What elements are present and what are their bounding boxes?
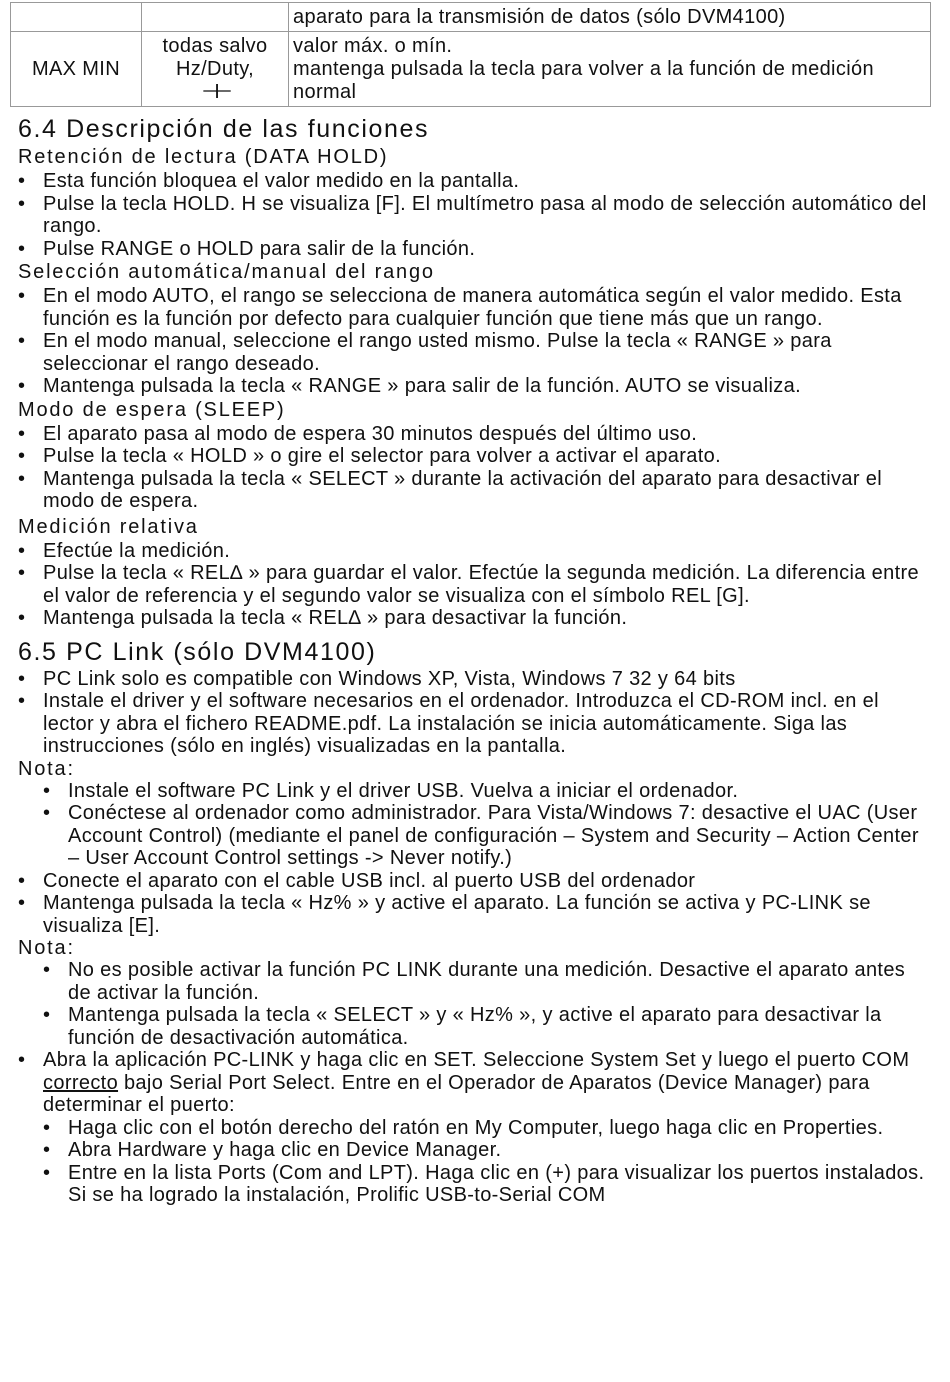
note-list-2 [18,959,933,1049]
list-item: • Mantenga pulsada la tecla « SELECT » durante la activación del aparato para desactivar el modo de espera. [18,468,933,513]
subsection-title-relative: Medición relativa [18,515,199,538]
table-cell-ranges [142,32,289,107]
list-item: • El aparato pasa al modo de espera 30 minutos después del último uso. [18,423,933,446]
list-item: • Mantenga pulsada la tecla « SELECT » y « Hz% », y active el aparato para desactivar la función de desactivación automática. [18,1004,933,1049]
list-item: • Instale el driver y el software necesarios en el ordenador. Introduzca el CD-ROM incl. en el lector y abra el fichero README.pdf. La instalación se inicia automáticamente. Siga las instrucciones (sólo en inglés) visualizadas en la pantalla. [18,690,933,758]
list-item: • En el modo manual, seleccione el rango usted mismo. Pulse la tecla « RANGE » para seleccionar el rango deseado. [18,330,933,375]
pc-link-list-b [18,870,933,938]
range-list [18,285,933,398]
pc-link-list-a [18,668,933,758]
list-item: • Mantenga pulsada la tecla « REL∆ » para desactivar la función. [18,607,933,630]
list-item: • No es posible activar la función PC LINK durante una medición. Desactive el aparato antes de activar la función. [18,959,933,1004]
subsection-title-data-hold: Retención de lectura (DATA HOLD) [18,146,389,168]
open-app-text-1: Abra la aplicación PC-LINK y haga clic en SET. Seleccione System Set y luego el puerto COM [43,1049,910,1071]
list-item: • Pulse RANGE o HOLD para salir de la función. [18,238,933,261]
ranges-line-2: Hz/Duty, [176,57,254,80]
list-item: • Pulse la tecla « HOLD » o gire el selector para volver a activar el aparato. [18,445,933,468]
list-item: • En el modo AUTO, el rango se selecciona de manera automática según el valor medido. Esta función es la función por defecto para cualquier función que tiene más que un rango. [18,285,933,330]
list-item: • Instale el software PC Link y el driver USB. Vuelva a iniciar el ordenador. [18,780,933,803]
data-hold-list [18,170,933,260]
subsection-title-range: Selección automática/manual del rango [18,261,435,283]
list-item: • Esta función bloquea el valor medido en la pantalla. [18,170,933,193]
relative-list [18,540,933,630]
table-row-max-min [11,32,931,107]
list-item: • Pulse la tecla HOLD. H se visualiza [F]. El multímetro pasa al modo de selección automático del rango. [18,193,933,238]
note-list-1 [18,780,933,870]
list-item: • Entre en la lista Ports (Com and LPT). Haga clic en (+) para visualizar los puertos instalados. Si se ha logrado la instalación, Prolific USB-to-Serial COM [18,1162,933,1207]
list-item: • Mantenga pulsada la tecla « RANGE » para salir de la función. AUTO se visualiza. [18,375,933,398]
table-cell-empty [142,3,289,32]
list-item: • Efectúe la medición. [18,540,933,563]
list-item: • Haga clic con el botón derecho del ratón en My Computer, luego haga clic en Properties. [18,1117,933,1140]
open-app-underlined: correcto [43,1071,119,1094]
subsection-title-sleep: Modo de espera (SLEEP) [18,398,286,421]
table-cell-description: aparato para la transmisión de datos (sólo DVM4100) [289,3,931,32]
list-item: • Conéctese al ordenador como administrador. Para Vista/Windows 7: desactive el UAC (User Account Control) (mediante el panel de configuración – System and Security – Action Center – User Account Control settings -> Never notify.) [18,802,933,870]
device-manager-steps [18,1117,933,1207]
table-cell-function: MAX MIN [11,32,142,107]
capacitor-symbol-icon: ⊣⊢ [201,80,229,103]
section-title-functions: 6.4 Descripción de las funciones [18,115,430,143]
list-item: • Abra Hardware y haga clic en Device Manager. [18,1139,933,1162]
list-item-open-app [18,1049,933,1117]
table-row [11,3,931,32]
note-label: Nota: [18,757,75,780]
list-item: • PC Link solo es compatible con Windows XP, Vista, Windows 7 32 y 64 bits [18,668,933,691]
pc-link-list-c [18,1049,933,1117]
list-item: • Pulse la tecla « REL∆ » para guardar el valor. Efectúe la segunda medición. La diferencia entre el valor de referencia y el segundo valor se visualiza con el símbolo REL [G]. [18,562,933,607]
description-line-1: valor máx. o mín. [293,34,453,57]
sleep-list [18,423,933,513]
note-label: Nota: [18,937,75,959]
description-line-2: mantenga pulsada la tecla para volver a la función de medición normal [293,57,874,103]
ranges-line-1: todas salvo [162,34,268,57]
section-title-pc-link: 6.5 PC Link (sólo DVM4100) [18,637,377,666]
table-cell-description [289,32,931,107]
list-item: • Mantenga pulsada la tecla « Hz% » y active el aparato. La función se activa y PC-LINK se visualiza [E]. [18,892,933,937]
manual-content [18,113,933,1207]
list-item: • Conecte el aparato con el cable USB incl. al puerto USB del ordenador [18,870,933,893]
table-cell-empty [11,3,142,32]
function-table [10,2,931,107]
open-app-text-2: bajo Serial Port Select. Entre en el Operador de Aparatos (Device Manager) para determinar el puerto: [43,1071,870,1116]
